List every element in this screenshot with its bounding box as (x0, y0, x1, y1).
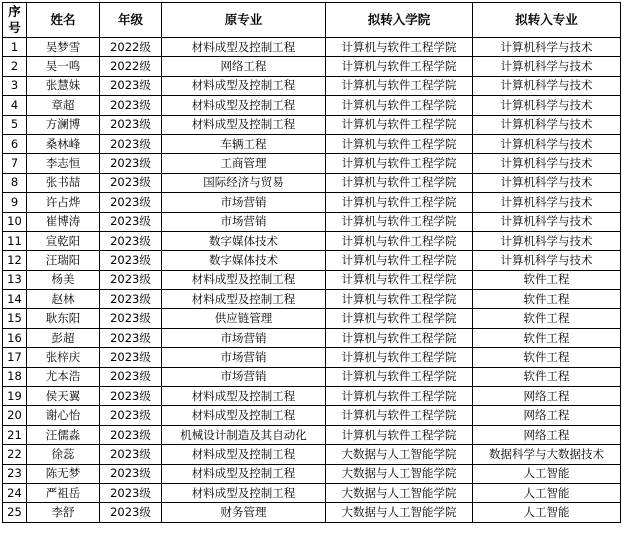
cell-target-major: 计算机科学与技术 (473, 57, 621, 76)
cell-target-major: 计算机科学与技术 (473, 231, 621, 250)
table-row (3, 348, 621, 367)
header-target-school: 拟转入学院 (326, 3, 473, 38)
cell-index: 6 (3, 134, 27, 153)
cell-target-major: 计算机科学与技术 (473, 115, 621, 134)
cell-target-school: 大数据与人工智能学院 (326, 483, 473, 502)
cell-target-major: 计算机科学与技术 (473, 251, 621, 270)
cell-index: 12 (3, 251, 27, 270)
cell-target-major: 网络工程 (473, 406, 621, 425)
cell-original-major: 数字媒体技术 (162, 231, 326, 250)
cell-grade: 2023级 (100, 309, 162, 328)
cell-grade: 2023级 (100, 445, 162, 464)
cell-target-major: 软件工程 (473, 270, 621, 289)
cell-name: 谢心怡 (27, 406, 100, 425)
header-original-major: 原专业 (162, 3, 326, 38)
table-row (3, 464, 621, 483)
cell-original-major: 财务管理 (162, 503, 326, 522)
cell-target-major: 人工智能 (473, 503, 621, 522)
cell-target-school: 计算机与软件工程学院 (326, 154, 473, 173)
cell-target-major: 计算机科学与技术 (473, 154, 621, 173)
cell-target-major: 软件工程 (473, 367, 621, 386)
header-target-major: 拟转入专业 (473, 3, 621, 38)
cell-original-major: 车辆工程 (162, 134, 326, 153)
cell-target-school: 计算机与软件工程学院 (326, 251, 473, 270)
cell-original-major: 材料成型及控制工程 (162, 464, 326, 483)
table-row (3, 483, 621, 502)
cell-target-school: 计算机与软件工程学院 (326, 76, 473, 95)
cell-grade: 2023级 (100, 328, 162, 347)
header-index (3, 3, 27, 38)
cell-name: 陈无梦 (27, 464, 100, 483)
cell-original-major: 材料成型及控制工程 (162, 406, 326, 425)
cell-target-school: 计算机与软件工程学院 (326, 57, 473, 76)
table-row (3, 328, 621, 347)
cell-target-major: 软件工程 (473, 290, 621, 309)
cell-index: 3 (3, 76, 27, 95)
cell-index: 25 (3, 503, 27, 522)
cell-grade: 2023级 (100, 212, 162, 231)
cell-name: 严祖岳 (27, 483, 100, 502)
cell-target-major: 人工智能 (473, 483, 621, 502)
cell-original-major: 网络工程 (162, 57, 326, 76)
cell-original-major: 市场营销 (162, 367, 326, 386)
cell-target-school: 计算机与软件工程学院 (326, 38, 473, 57)
cell-index: 16 (3, 328, 27, 347)
cell-grade: 2022级 (100, 57, 162, 76)
cell-grade: 2023级 (100, 193, 162, 212)
table-row (3, 387, 621, 406)
cell-name: 汪瑞阳 (27, 251, 100, 270)
cell-target-school: 大数据与人工智能学院 (326, 503, 473, 522)
cell-grade: 2023级 (100, 367, 162, 386)
cell-grade: 2023级 (100, 96, 162, 115)
cell-target-school: 计算机与软件工程学院 (326, 193, 473, 212)
table-header (3, 3, 621, 38)
cell-grade: 2023级 (100, 425, 162, 444)
cell-target-school: 计算机与软件工程学院 (326, 134, 473, 153)
table-row (3, 406, 621, 425)
cell-target-major: 人工智能 (473, 464, 621, 483)
cell-name: 杨美 (27, 270, 100, 289)
cell-name: 李舒 (27, 503, 100, 522)
cell-target-major: 网络工程 (473, 387, 621, 406)
cell-original-major: 材料成型及控制工程 (162, 270, 326, 289)
header-row (3, 3, 621, 38)
cell-original-major: 市场营销 (162, 328, 326, 347)
cell-target-school: 计算机与软件工程学院 (326, 270, 473, 289)
table-row (3, 57, 621, 76)
cell-index: 4 (3, 96, 27, 115)
table-row (3, 309, 621, 328)
cell-name: 张慧妹 (27, 76, 100, 95)
cell-grade: 2023级 (100, 464, 162, 483)
cell-grade: 2023级 (100, 503, 162, 522)
cell-name: 章超 (27, 96, 100, 115)
cell-grade: 2023级 (100, 231, 162, 250)
cell-index: 8 (3, 173, 27, 192)
cell-original-major: 供应链管理 (162, 309, 326, 328)
cell-index: 2 (3, 57, 27, 76)
cell-name: 侯天翼 (27, 387, 100, 406)
cell-index: 18 (3, 367, 27, 386)
table-row (3, 270, 621, 289)
cell-index: 22 (3, 445, 27, 464)
table-row (3, 154, 621, 173)
table-row (3, 38, 621, 57)
cell-target-school: 计算机与软件工程学院 (326, 348, 473, 367)
cell-grade: 2023级 (100, 154, 162, 173)
cell-original-major: 材料成型及控制工程 (162, 387, 326, 406)
cell-target-school: 计算机与软件工程学院 (326, 231, 473, 250)
cell-target-school: 计算机与软件工程学院 (326, 173, 473, 192)
cell-original-major: 材料成型及控制工程 (162, 76, 326, 95)
cell-original-major: 国际经济与贸易 (162, 173, 326, 192)
cell-name: 崔博涛 (27, 212, 100, 231)
cell-target-school: 计算机与软件工程学院 (326, 309, 473, 328)
cell-grade: 2023级 (100, 270, 162, 289)
cell-index: 20 (3, 406, 27, 425)
cell-index: 13 (3, 270, 27, 289)
cell-original-major: 工商管理 (162, 154, 326, 173)
table-row (3, 115, 621, 134)
cell-original-major: 市场营销 (162, 212, 326, 231)
cell-original-major: 材料成型及控制工程 (162, 290, 326, 309)
cell-target-major: 数据科学与大数据技术 (473, 445, 621, 464)
table-row (3, 503, 621, 522)
table-row (3, 96, 621, 115)
cell-name: 尤本浩 (27, 367, 100, 386)
cell-index: 15 (3, 309, 27, 328)
cell-target-major: 计算机科学与技术 (473, 212, 621, 231)
cell-index: 5 (3, 115, 27, 134)
header-index-line2: 号 (8, 20, 21, 35)
table-row (3, 193, 621, 212)
cell-original-major: 材料成型及控制工程 (162, 445, 326, 464)
cell-target-major: 软件工程 (473, 309, 621, 328)
cell-target-school: 计算机与软件工程学院 (326, 212, 473, 231)
table-row (3, 76, 621, 95)
cell-target-school: 计算机与软件工程学院 (326, 425, 473, 444)
cell-name: 彭超 (27, 328, 100, 347)
cell-target-school: 大数据与人工智能学院 (326, 445, 473, 464)
header-index-line1: 序 (8, 4, 21, 19)
cell-target-major: 计算机科学与技术 (473, 193, 621, 212)
cell-target-school: 计算机与软件工程学院 (326, 406, 473, 425)
cell-original-major: 机械设计制造及其自动化 (162, 425, 326, 444)
transfer-students-table (2, 2, 621, 523)
cell-original-major: 材料成型及控制工程 (162, 483, 326, 502)
cell-index: 1 (3, 38, 27, 57)
cell-target-school: 计算机与软件工程学院 (326, 328, 473, 347)
cell-name: 赵林 (27, 290, 100, 309)
cell-original-major: 市场营销 (162, 193, 326, 212)
cell-target-school: 计算机与软件工程学院 (326, 96, 473, 115)
cell-name: 吴梦雪 (27, 38, 100, 57)
cell-index: 11 (3, 231, 27, 250)
cell-name: 徐蕊 (27, 445, 100, 464)
cell-original-major: 材料成型及控制工程 (162, 115, 326, 134)
table-row (3, 231, 621, 250)
cell-grade: 2023级 (100, 134, 162, 153)
cell-original-major: 数字媒体技术 (162, 251, 326, 270)
cell-target-major: 计算机科学与技术 (473, 96, 621, 115)
cell-name: 张梓庆 (27, 348, 100, 367)
cell-grade: 2023级 (100, 290, 162, 309)
cell-index: 23 (3, 464, 27, 483)
cell-index: 19 (3, 387, 27, 406)
cell-name: 张书喆 (27, 173, 100, 192)
cell-name: 李志恒 (27, 154, 100, 173)
cell-index: 14 (3, 290, 27, 309)
cell-grade: 2023级 (100, 76, 162, 95)
cell-index: 7 (3, 154, 27, 173)
table-row (3, 445, 621, 464)
cell-grade: 2022级 (100, 38, 162, 57)
cell-target-school: 大数据与人工智能学院 (326, 464, 473, 483)
cell-grade: 2023级 (100, 348, 162, 367)
cell-target-major: 计算机科学与技术 (473, 173, 621, 192)
table-row (3, 134, 621, 153)
cell-name: 宣乾阳 (27, 231, 100, 250)
cell-original-major: 材料成型及控制工程 (162, 96, 326, 115)
cell-index: 17 (3, 348, 27, 367)
cell-target-school: 计算机与软件工程学院 (326, 290, 473, 309)
cell-target-major: 软件工程 (473, 348, 621, 367)
cell-name: 许占烨 (27, 193, 100, 212)
cell-name: 方澜博 (27, 115, 100, 134)
cell-target-school: 计算机与软件工程学院 (326, 387, 473, 406)
cell-name: 汪儒淼 (27, 425, 100, 444)
cell-target-school: 计算机与软件工程学院 (326, 115, 473, 134)
cell-grade: 2023级 (100, 173, 162, 192)
table-row (3, 251, 621, 270)
cell-name: 桑林峰 (27, 134, 100, 153)
cell-index: 24 (3, 483, 27, 502)
cell-target-major: 计算机科学与技术 (473, 38, 621, 57)
table-row (3, 425, 621, 444)
cell-grade: 2023级 (100, 251, 162, 270)
cell-original-major: 市场营销 (162, 348, 326, 367)
cell-name: 耿东阳 (27, 309, 100, 328)
cell-target-major: 计算机科学与技术 (473, 134, 621, 153)
cell-target-major: 计算机科学与技术 (473, 76, 621, 95)
cell-index: 10 (3, 212, 27, 231)
table-row (3, 212, 621, 231)
table-row (3, 290, 621, 309)
cell-grade: 2023级 (100, 387, 162, 406)
cell-original-major: 材料成型及控制工程 (162, 38, 326, 57)
cell-grade: 2023级 (100, 115, 162, 134)
table-row (3, 367, 621, 386)
cell-grade: 2023级 (100, 483, 162, 502)
cell-target-school: 计算机与软件工程学院 (326, 367, 473, 386)
table-body (3, 38, 621, 523)
cell-name: 吴一鸣 (27, 57, 100, 76)
cell-grade: 2023级 (100, 406, 162, 425)
cell-target-major: 软件工程 (473, 328, 621, 347)
cell-index: 9 (3, 193, 27, 212)
header-grade: 年级 (100, 3, 162, 38)
table-row (3, 173, 621, 192)
cell-index: 21 (3, 425, 27, 444)
cell-target-major: 网络工程 (473, 425, 621, 444)
header-name: 姓名 (27, 3, 100, 38)
